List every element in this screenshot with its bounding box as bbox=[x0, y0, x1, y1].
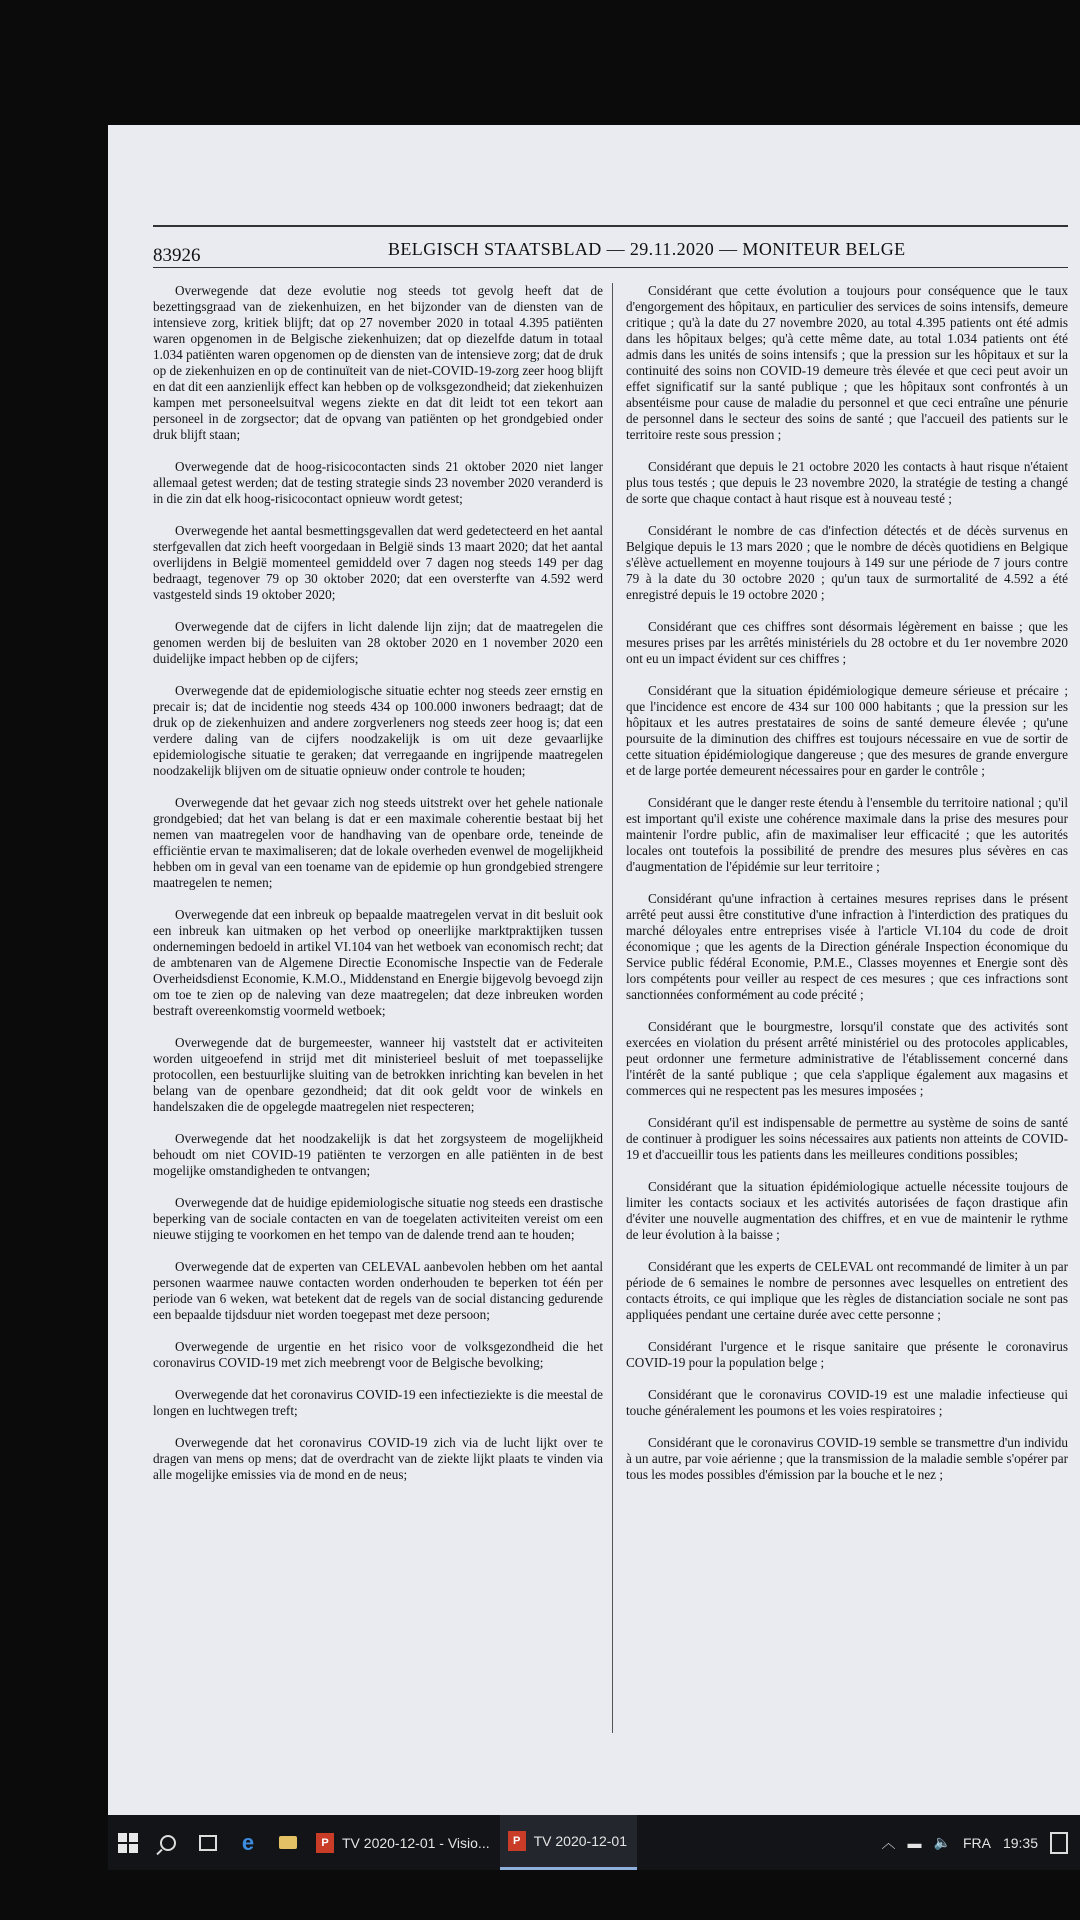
header-rule bbox=[153, 225, 1068, 227]
french-paragraph: Considérant que la situation épidémiologique actuelle nécessite toujours de limiter les contacts sociaux et les activités autorisées de façon drastique afin d'éviter une nouvelle augmentation des chiffres, et en vue de maintenir le rythme de leur évolution à la baisse ; bbox=[626, 1179, 1068, 1242]
french-paragraph: Considérant que le bourgmestre, lorsqu'il constate que des activités sont exercées en violation du présent arrêté ministériel ou des protocoles applicables, peut ordonner une fermeture administrative de l'établissement concerné dans l'intérêt de la santé publique ; que cela s'applique également aux magasins et commerces qui ne respectent pas les mesures imposées ; bbox=[626, 1019, 1068, 1098]
dutch-paragraph: Overwegende dat het coronavirus COVID-19 zich via de lucht lijkt over te dragen van mens op mens; dat de overdracht van de ziekte lijkt plaats te vinden via alle mogelijke emissies via de mond en de neus; bbox=[153, 1435, 603, 1482]
gazette-masthead: BELGISCH STAATSBLAD — 29.11.2020 — MONITEUR BELGE bbox=[388, 239, 906, 259]
dutch-paragraph: Overwegende dat de experten van CELEVAL aanbevolen hebben om het aantal personen waarmee nauwe contacten worden onderhouden te beperken tot één per periode van 6 weken, wat betekent dat de regels van de social distancing gedurende een bepaalde tijdsduur niet worden toegepast met deze persoon; bbox=[153, 1259, 603, 1322]
taskbar-app-label: TV 2020-12-01 bbox=[533, 1833, 628, 1849]
chevron-up-icon[interactable]: ︿ bbox=[881, 1834, 896, 1851]
clock[interactable]: 19:35 bbox=[1002, 1834, 1038, 1851]
dutch-paragraph: Overwegende de urgentie en het risico voor de volksgezondheid die het coronavirus COVID-19 met zich meebrengt voor de Belgische bevolking; bbox=[153, 1339, 603, 1370]
notification-icon[interactable] bbox=[1050, 1832, 1068, 1854]
french-column bbox=[626, 283, 1068, 1499]
taskbar-app-visio[interactable] bbox=[308, 1815, 500, 1870]
search-button[interactable] bbox=[148, 1815, 188, 1870]
french-paragraph: Considérant que ces chiffres sont désormais légèrement en baisse ; que les mesures prises par les arrêtés ministériels du 28 octobre et du 1er novembre 2020 ont eu un impact évident sur ces chiffres ; bbox=[626, 619, 1068, 666]
dutch-paragraph: Overwegende dat een inbreuk op bepaalde maatregelen vervat in dit besluit ook een inbreuk kan uitmaken op het verbod op oneerlijke marktpraktijken tussen ondernemingen bedoeld in artikel VI.104 van het wetboek van economisch recht; dat de ambtenaren van de Algemene Directie Economische Inspectie van de Federale Overheidsdienst Economie, K.M.O., Middenstand en Energie bijgevolg bevoegd zijn om toe te zien op de naleving van deze maatregelen; dat deze inbreuken worden bestraft overeenkomstig voormeld wetboek; bbox=[153, 907, 603, 1018]
french-paragraph: Considérant que la situation épidémiologique demeure sérieuse et précaire ; que l'incidence est encore de 434 sur 100 000 habitants ; que la pression sur les hôpitaux et les autres prestataires de soins de santé demeure élevée ; qu'une poursuite de la diminution des chiffres est toujours nécessaire en vue de sortir de cette situation épidémiologique dangereuse ; que des mesures de grande envergure et de large portée demeurent nécessaires pour en garder le contrôle ; bbox=[626, 683, 1068, 778]
dutch-paragraph: Overwegende dat het gevaar zich nog steeds uitstrekt over het gehele nationale grondgebied; dat het van belang is dat er een maximale coherentie bestaat bij het nemen van maatregelen voor de handhaving van de openbare orde, teneinde de efficiëntie ervan te maximaliseren; dat de lokale overheden evenwel de mogelijkheid hebben om in geval van een toename van de epidemie op hun grondgebied strengere maatregelen te nemen; bbox=[153, 795, 603, 890]
pdf-icon: P bbox=[508, 1831, 526, 1851]
dutch-paragraph: Overwegende dat de huidige epidemiologische situatie nog steeds een drastische beperking van de sociale contacten en van de toegelaten activiteiten vereist om een nieuwe stijging te voorkomen en het tempo van de dalende trend aan te houden; bbox=[153, 1195, 603, 1242]
french-paragraph: Considérant que cette évolution a toujours pour conséquence que le taux d'engorgement des hôpitaux, en particulier des services de soins intensifs, demeure critique ; qu'à la date du 27 novembre 2020, au total 4.395 patients ont été admis dans les hôpitaux belges; qu'à cette même date, au total 1.034 patients ont été admis dans les unités de soins intensifs ; que la pression sur les hôpitaux et sur la continuité des soins non COVID-19 demeure très élevée et que ceci peut avoir un effet significatif sur la santé publique ; que les hôpitaux sont confrontés à un absentéisme pour cause de maladie du personnel et que ceci entraîne une pénurie de personnel dans le secteur des soins de santé ; que l'accueil des patients sur le territoire reste sous pression ; bbox=[626, 283, 1068, 442]
dutch-paragraph: Overwegende dat het noodzakelijk is dat het zorgsysteem de mogelijkheid behoudt om niet COVID-19 patiënten te verzorgen en alle patiënten in de best mogelijke omstandigheden te ontvangen; bbox=[153, 1131, 603, 1178]
edge-button[interactable] bbox=[228, 1815, 268, 1870]
system-tray bbox=[882, 1832, 1080, 1854]
dutch-paragraph: Overwegende dat de cijfers in licht dalende lijn zijn; dat de maatregelen die genomen werden bij de besluiten van 28 oktober 2020 en 1 november 2020 een duidelijke impact hebben op de cijfers; bbox=[153, 619, 603, 666]
network-icon[interactable]: ▬ bbox=[907, 1834, 922, 1851]
dutch-paragraph: Overwegende dat het coronavirus COVID-19 een infectieziekte is die meestal de longen en luchtwegen treft; bbox=[153, 1387, 603, 1418]
french-paragraph: Considérant que le coronavirus COVID-19 est une maladie infectieuse qui touche généralement les poumons et les voies respiratoires ; bbox=[626, 1387, 1068, 1418]
task-view-icon bbox=[199, 1835, 217, 1851]
taskbar bbox=[108, 1815, 1080, 1870]
dutch-column bbox=[153, 283, 603, 1499]
language-indicator[interactable]: FRA bbox=[962, 1834, 991, 1851]
french-paragraph: Considérant qu'une infraction à certaines mesures reprises dans le présent arrêté peut aussi être constitutive d'une infraction à l'interdiction des pratiques du marché déloyales entre entreprises visée à l'article VI.104 du code de droit économique ; que les agents de la Direction générale Inspection économique du Service public fédéral Economie, P.M.E., Classes moyennes et Energie sont dès lors compétents pour veiller au respect de ces mesures ; que ces infractions sont sanctionnées conformément au code précité ; bbox=[626, 891, 1068, 1002]
column-divider bbox=[612, 283, 613, 1733]
dutch-paragraph: Overwegende dat de hoog-risicocontacten sinds 21 oktober 2020 niet langer allemaal getest werden; dat de testing strategie sinds 23 november 2020 veranderd is in die zin dat elk hoog-risicocontact opnieuw wordt getest; bbox=[153, 459, 603, 506]
start-button[interactable] bbox=[108, 1815, 148, 1870]
dutch-paragraph: Overwegende dat deze evolutie nog steeds tot gevolg heeft dat de bezettingsgraad van de ziekenhuizen, en het bijzonder van de diensten van de intensieve zorg, kritiek blijft; dat op 27 november 2020 in totaal 4.395 patiënten waren opgenomen in de Belgische ziekenhuizen; dat op diezelfde datum in totaal 1.034 patiënten waren opgenomen op de diensten van de intensieve zorg; dat de druk op de ziekenhuizen en op de continuïteit van de niet-COVID-19-zorg zeer hoog blijft en dat dit een aanzienlijk effect kan hebben op de volksgezondheid; dat ziekenhuizen kampen met personeelsuitval wegens ziekte en dat dit leidt tot een tekort aan personeel in de zorgsector; dat de opvang van patiënten op het grondgebied onder druk blijft staan; bbox=[153, 283, 603, 442]
windows-icon bbox=[118, 1833, 138, 1853]
dutch-paragraph: Overwegende dat de burgemeester, wanneer hij vaststelt dat er activiteiten worden uitgeoefend in strijd met dit ministerieel besluit of met toepasselijke protocollen, een bestuurlijke sluiting van de betrokken inrichting kan bevelen in het belang van de openbare gezondheid; dat dit ook geldt voor de winkels en handelszaken die de opgelegde maatregelen niet respecteren; bbox=[153, 1035, 603, 1114]
french-paragraph: Considérant l'urgence et le risque sanitaire que présente le coronavirus COVID-19 pour la population belge ; bbox=[626, 1339, 1068, 1370]
header-rule-bottom bbox=[153, 267, 1068, 268]
pdf-icon: P bbox=[316, 1833, 334, 1853]
folder-icon bbox=[279, 1836, 297, 1849]
file-explorer-button[interactable] bbox=[268, 1815, 308, 1870]
taskbar-app-label: TV 2020-12-01 - Visio... bbox=[342, 1834, 490, 1851]
french-paragraph: Considérant le nombre de cas d'infection détectés et de décès survenus en Belgique depuis le 13 mars 2020 ; que le nombre de décès quotidiens en Belgique s'élève actuellement en moyenne toujours à 149 sur une période de 7 jours contre 79 à la date du 30 octobre 2020 ; qu'un taux de surmortalité de 4.592 a été enregistré depuis le 19 octobre 2020 ; bbox=[626, 523, 1068, 602]
document-viewer[interactable] bbox=[108, 125, 1080, 1815]
french-paragraph: Considérant qu'il est indispensable de permettre au système de soins de santé de continuer à prodiguer les soins nécessaires aux patients non atteints de COVID-19 et d'accueillir tous les patients dans les meilleures conditions possibles; bbox=[626, 1115, 1068, 1162]
gazette-page bbox=[138, 125, 1068, 1815]
french-paragraph: Considérant que depuis le 21 octobre 2020 les contacts à haut risque n'étaient plus tous testés ; que depuis le 23 novembre 2020, la stratégie de testing a changé de sorte que chaque contact à haut risque est à nouveau testé ; bbox=[626, 459, 1068, 506]
taskbar-app-pdf[interactable] bbox=[500, 1815, 637, 1870]
french-paragraph: Considérant que le coronavirus COVID-19 semble se transmettre d'un individu à un autre, par voie aérienne ; que la transmission de la maladie semble s'opérer par tous les modes possibles d'émission par la bouche et le nez ; bbox=[626, 1435, 1068, 1482]
edge-icon: e bbox=[241, 1829, 255, 1855]
dutch-paragraph: Overwegende dat de epidemiologische situatie echter nog steeds zeer ernstig en precair is; dat de incidentie nog steeds 434 op 100.000 inwoners bedraagt; dat de druk op de ziekenhuizen and andere zorgverleners nog steeds zeer hoog is; dat een verdere daling van de cijfers noodzakelijk is om uit deze gevaarlijke epidemiologische situatie te geraken; dat verregaande en ingrijpende maatregelen noodzakelijk blijven om de situatie opnieuw onder controle te houden; bbox=[153, 683, 603, 778]
dutch-paragraph: Overwegende het aantal besmettingsgevallen dat werd gedetecteerd en het aantal sterfgevallen dat zich heeft voorgedaan in België sinds 13 maart 2020; dat het aantal overlijdens in België momenteel gemiddeld over 7 dagen nog steeds 149 per dag bedraagt, tegenover 79 op 30 oktober 2020; dat een oversterfte van 4.592 werd vastgesteld sinds 19 oktober 2020; bbox=[153, 523, 603, 602]
volume-icon[interactable]: 🔈 bbox=[933, 1834, 951, 1850]
page-number: 83926 bbox=[153, 245, 201, 266]
french-paragraph: Considérant que les experts de CELEVAL ont recommandé de limiter à un par période de 6 semaines le nombre de personnes avec lesquelles on entretient des contacts étroits, ce qui implique que les règles de distanciation sociale ne sont pas appliquées pendant une certaine durée avec cette personne ; bbox=[626, 1259, 1068, 1322]
task-view-button[interactable] bbox=[188, 1815, 228, 1870]
search-icon bbox=[160, 1835, 176, 1851]
french-paragraph: Considérant que le danger reste étendu à l'ensemble du territoire national ; qu'il est important qu'il existe une cohérence maximale dans la prise des mesures pour maintenir l'ordre public, afin de maximaliser leur efficacité ; que les autorités locales ont toutefois la possibilité de prendre des mesures plus sévères en cas d'augmentation de l'épidémie sur leur territoire ; bbox=[626, 795, 1068, 874]
